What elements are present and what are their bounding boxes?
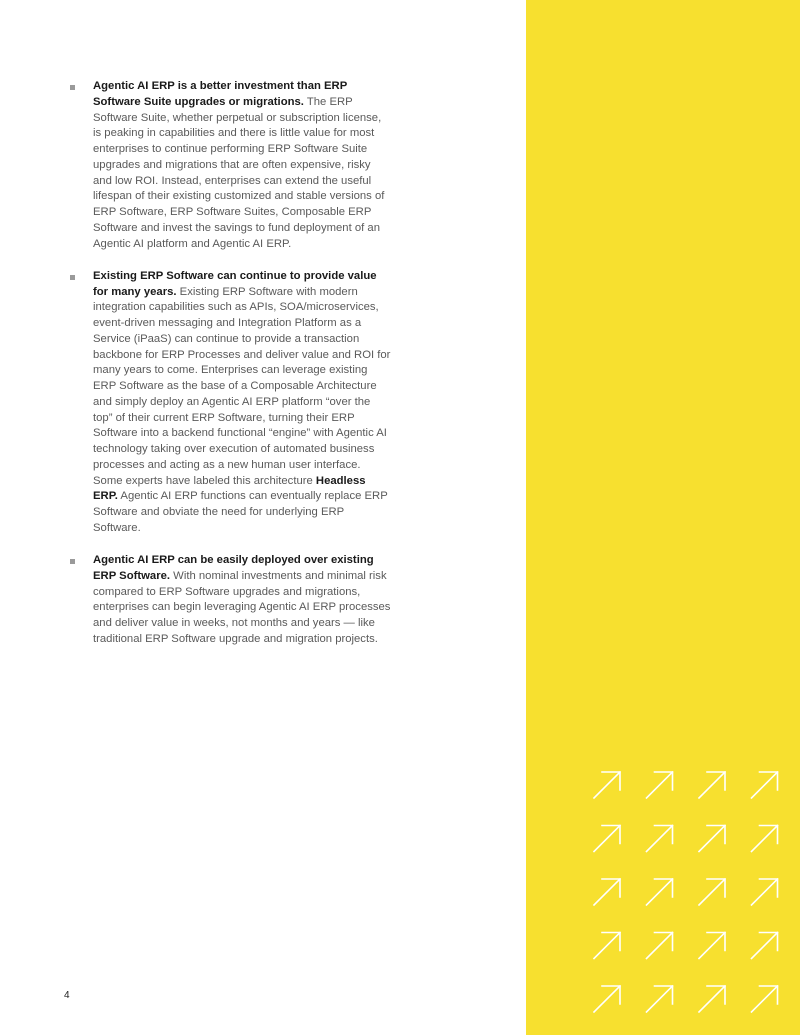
bullet-list bbox=[70, 79, 392, 664]
list-item bbox=[70, 79, 392, 252]
bullet-body-continued: Agentic AI ERP functions can eventually replace ERP Software and obviate the need for underlying ERP Software. bbox=[93, 490, 388, 534]
arrow-up-right-icon bbox=[647, 933, 673, 959]
bullet-marker bbox=[70, 85, 75, 90]
bullet-paragraph bbox=[93, 269, 392, 537]
bullet-paragraph bbox=[93, 79, 392, 252]
page-number: 4 bbox=[64, 990, 70, 1001]
list-item bbox=[70, 269, 392, 537]
bullet-body: Existing ERP Software with modern integration capabilities such as APIs, SOA/microservices, event-driven messaging and Integration Platform as a Service (iPaaS) can continue to provide a transaction backbone for ERP Processes and deliver value and ROI for many years to come. Enterprises can leverage existing ERP Software as the base of a Composable Architecture and simply deploy an Agentic AI ERP platform “over the top” of their current ERP Software, turning their ERP Software into a backend functional “engine” with Agentic AI technology taking over execution of automated business processes and acting as a new human user interface. Some experts have labeled this architecture bbox=[93, 285, 391, 487]
bullet-body: The ERP Software Suite, whether perpetual or subscription license, is peaking in capabilities and there is little value for most enterprises to continue performing ERP Software Suite upgrades and migrations that are often expensive, risky and low ROI. Instead, enterprises can extend the useful lifespan of their existing customized and stable versions of ERP Software, ERP Software Suites, Composable ERP Software and invest the savings to fund deployment of an Agentic AI platform and Agentic AI ERP. bbox=[93, 95, 385, 250]
list-item bbox=[70, 553, 392, 648]
arrow-up-right-icon bbox=[752, 826, 778, 852]
arrow-up-right-icon bbox=[647, 986, 673, 1012]
arrow-up-right-icon bbox=[647, 826, 673, 852]
arrow-up-right-icon bbox=[594, 986, 620, 1012]
arrow-up-right-icon bbox=[594, 826, 620, 852]
bullet-marker bbox=[70, 559, 75, 564]
arrow-pattern-graphic bbox=[590, 768, 790, 1018]
bullet-heading: Agentic AI ERP is a better investment than ERP Software Suite upgrades or migrations. bbox=[93, 80, 348, 108]
arrow-up-right-icon bbox=[647, 879, 673, 905]
arrow-up-right-icon bbox=[752, 879, 778, 905]
arrow-up-right-icon bbox=[699, 986, 725, 1012]
arrow-up-right-icon bbox=[752, 933, 778, 959]
arrow-up-right-icon bbox=[699, 933, 725, 959]
arrow-up-right-icon bbox=[752, 772, 778, 798]
bullet-marker bbox=[70, 275, 75, 280]
arrow-up-right-icon bbox=[699, 826, 725, 852]
arrow-up-right-icon bbox=[752, 986, 778, 1012]
arrow-up-right-icon bbox=[594, 933, 620, 959]
arrow-up-right-icon bbox=[594, 879, 620, 905]
arrow-up-right-icon bbox=[594, 772, 620, 798]
arrow-pattern bbox=[590, 768, 790, 1018]
bullet-heading: Existing ERP Software can continue to provide value for many years. bbox=[93, 269, 377, 298]
bullet-paragraph bbox=[93, 553, 392, 648]
bullet-heading: Agentic AI ERP can be easily deployed over existing ERP Software. bbox=[93, 554, 374, 582]
bullet-inline-bold: Headless ERP. bbox=[93, 474, 366, 503]
arrow-up-right-icon bbox=[699, 879, 725, 905]
arrow-up-right-icon bbox=[647, 772, 673, 798]
arrow-up-right-icon bbox=[699, 772, 725, 798]
bullet-body: With nominal investments and minimal risk compared to ERP Software upgrades and migrations, enterprises can begin leveraging Agentic AI ERP processes and deliver value in weeks, not months and years — like traditional ERP Software upgrade and migration projects. bbox=[93, 569, 391, 645]
